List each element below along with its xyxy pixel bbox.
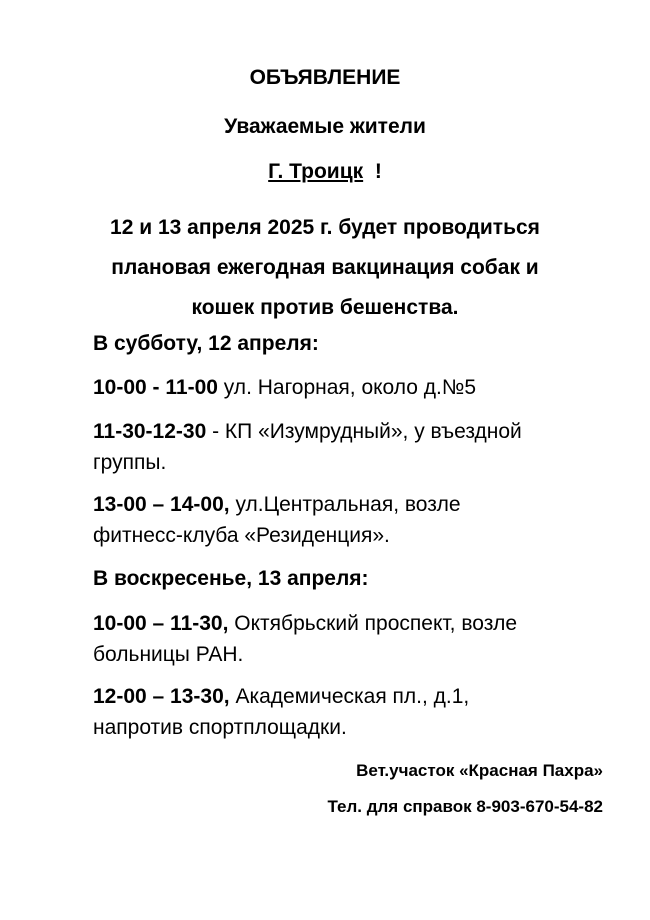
sunday-heading: В воскресенье, 13 апреля:: [93, 567, 369, 590]
city-name: Г. Троицк: [268, 160, 364, 183]
schedule-time: 10-00 – 11-30,: [93, 612, 229, 635]
schedule-line: [93, 608, 613, 639]
schedule-line: [93, 489, 613, 520]
schedule-place-continued: больницы РАН.: [93, 643, 244, 666]
schedule-time: 12-00 – 13-30,: [93, 685, 230, 708]
exclamation: !: [374, 160, 382, 183]
greeting: Уважаемые жители: [224, 115, 426, 138]
saturday-heading: В субботу, 12 апреля:: [93, 332, 319, 355]
schedule-time: 11-30-12-30: [93, 420, 207, 443]
contact-phone: Тел. для справок 8-903-670-54-82: [327, 797, 603, 816]
schedule-line: [93, 681, 613, 712]
schedule-time: 13-00 – 14-00,: [93, 493, 230, 516]
signature-organization: Вет.участок «Красная Пахра»: [356, 761, 603, 780]
schedule-place: ул. Нагорная, около д.№5: [217, 376, 477, 399]
schedule-item: [93, 608, 613, 670]
announcement-line: 12 и 13 апреля 2025 г. будет проводиться: [110, 216, 540, 239]
schedule-place: Академическая пл., д.1,: [229, 685, 470, 708]
schedule-item: [93, 681, 613, 743]
schedule-line: [93, 372, 613, 403]
announcement-line: плановая ежегодная вакцинация собак и: [111, 256, 539, 279]
schedule-place-continued: группы.: [93, 451, 167, 474]
schedule-place-continued: фитнесс-клуба «Резиденция».: [93, 524, 390, 547]
schedule-place: Октябрьский проспект, возле: [228, 612, 518, 635]
schedule-place: - КП «Изумрудный», у въездной: [206, 420, 522, 443]
schedule-item: [93, 416, 613, 478]
notice-title: ОБЪЯВЛЕНИЕ: [249, 66, 401, 89]
schedule-place-continued: напротив спортплощадки.: [93, 716, 347, 739]
schedule-place: ул.Центральная, возле: [229, 493, 461, 516]
city-line: [0, 160, 650, 184]
announcement: [60, 208, 590, 328]
schedule-item: [93, 489, 613, 551]
schedule-line: [93, 416, 613, 447]
schedule-time: 10-00 - 11-00: [93, 376, 218, 399]
schedule-item: [93, 372, 613, 403]
announcement-line: кошек против бешенства.: [191, 296, 459, 319]
